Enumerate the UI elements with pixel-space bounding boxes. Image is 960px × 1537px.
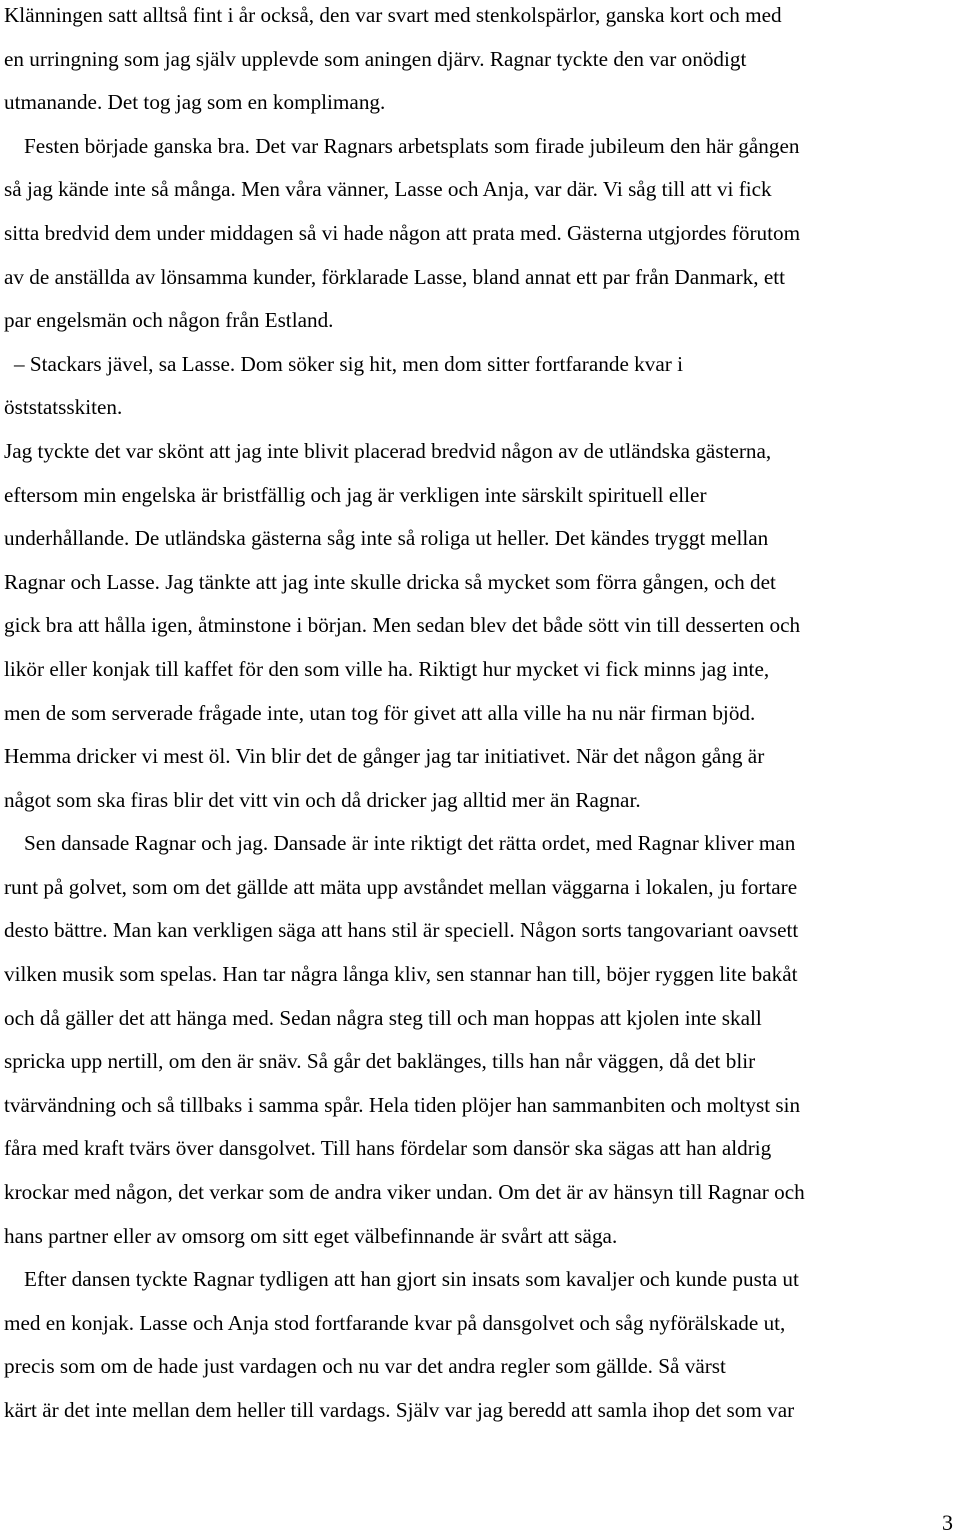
text-line: krockar med någon, det verkar som de andra viker undan. Om det är av hänsyn till Ragnar och (4, 1180, 805, 1205)
text-line: vilken musik som spelas. Han tar några långa kliv, sen stannar han till, böjer ryggen lite bakåt (4, 962, 798, 987)
body-text (4, 0, 960, 1433)
text-line: spricka upp nertill, om den är snäv. Så går det baklänges, tills han når väggen, då det blir (4, 1049, 756, 1074)
text-line: men de som serverade frågade inte, utan tog för givet att alla ville ha nu när firman bjöd. (4, 700, 756, 725)
page-number: 3 (942, 1510, 953, 1535)
text-line: eftersom min engelska är bristfällig och jag är verkligen inte särskilt spirituell eller (4, 482, 707, 507)
text-line: Efter dansen tyckte Ragnar tydligen att han gjort sin insats som kavaljer och kunde pusta ut (24, 1267, 799, 1292)
text-line: utmanande. Det tog jag som en komplimang. (4, 90, 386, 115)
text-line: av de anställda av lönsamma kunder, förklarade Lasse, bland annat ett par från Danmark, ett (4, 264, 786, 289)
text-line: Sen dansade Ragnar och jag. Dansade är inte riktigt det rätta ordet, med Ragnar kliver man (24, 831, 796, 856)
text-line: Klänningen satt alltså fint i år också, den var svart med stenkolspärlor, ganska kort och med (4, 3, 782, 27)
paragraph-festen (4, 125, 960, 343)
text-line: Jag tyckte det var skönt att jag inte blivit placerad bredvid någon av de utländska gästerna, (4, 438, 772, 463)
paragraph-jag-tyckte (4, 430, 960, 822)
paragraph-efter-dansen (4, 1258, 960, 1432)
text-line: par engelsmän och någon från Estland. (4, 308, 334, 333)
paragraph-dialogue (4, 343, 960, 430)
text-line: desto bättre. Man kan verkligen säga att hans stil är speciell. Någon sorts tangovariant oavsett (4, 918, 799, 943)
text-line: så jag kände inte så många. Men våra vänner, Lasse och Anja, var där. Vi såg till att vi fick (4, 177, 772, 202)
text-line: en urringning som jag själv upplevde som aningen djärv. Ragnar tyckte den var onödigt (4, 46, 747, 71)
text-line: – Stackars jävel, sa Lasse. Dom söker sig hit, men dom sitter fortfarande kvar i (14, 351, 683, 376)
text-line: något som ska firas blir det vitt vin och då dricker jag alltid mer än Ragnar. (4, 787, 641, 812)
text-line: fåra med kraft tvärs över dansgolvet. Till hans fördelar som dansör ska sägas att han aldrig (4, 1136, 772, 1161)
text-line: Festen började ganska bra. Det var Ragnars arbetsplats som firade jubileum den här gången (24, 133, 800, 158)
text-line: kärt är det inte mellan dem heller till vardags. Själv var jag beredd att samla ihop det som var (4, 1398, 795, 1422)
text-line: underhållande. De utländska gästerna såg inte så roliga ut heller. Det kändes tryggt mellan (4, 526, 769, 551)
text-line: likör eller konjak till kaffet för den som ville ha. Riktigt hur mycket vi fick minns jag inte, (4, 656, 770, 681)
text-line: gick bra att hålla igen, åtminstone i början. Men sedan blev det både sött vin till desserten och (4, 613, 801, 638)
text-line: Ragnar och Lasse. Jag tänkte att jag inte skulle dricka så mycket som förra gången, och det (4, 569, 776, 594)
paragraph-dansade (4, 822, 960, 1258)
text-line: runt på golvet, som om det gällde att mäta upp avståndet mellan väggarna i lokalen, ju fortare (4, 874, 798, 899)
text-line: och då gäller det att hänga med. Sedan några steg till och man hoppas att kjolen inte skall (4, 1005, 762, 1030)
paragraph-klanningen (4, 0, 960, 125)
text-line: Hemma dricker vi mest öl. Vin blir det de gånger jag tar initiativet. När det någon gång är (4, 744, 765, 769)
text-line: med en konjak. Lasse och Anja stod fortfarande kvar på dansgolvet och såg nyförälskade ut, (4, 1310, 786, 1335)
text-line: hans partner eller av omsorg om sitt eget välbefinnande är svårt att säga. (4, 1223, 618, 1248)
text-line: sitta bredvid dem under middagen så vi hade någon att prata med. Gästerna utgjordes förutom (4, 220, 801, 245)
text-line: öststatsskiten. (4, 395, 123, 420)
text-line: precis som om de hade just vardagen och nu var det andra regler som gällde. Så värst (4, 1354, 726, 1379)
text-line: tvärvändning och så tillbaks i samma spår. Hela tiden plöjer han sammanbiten och moltyst sin (4, 1092, 801, 1117)
